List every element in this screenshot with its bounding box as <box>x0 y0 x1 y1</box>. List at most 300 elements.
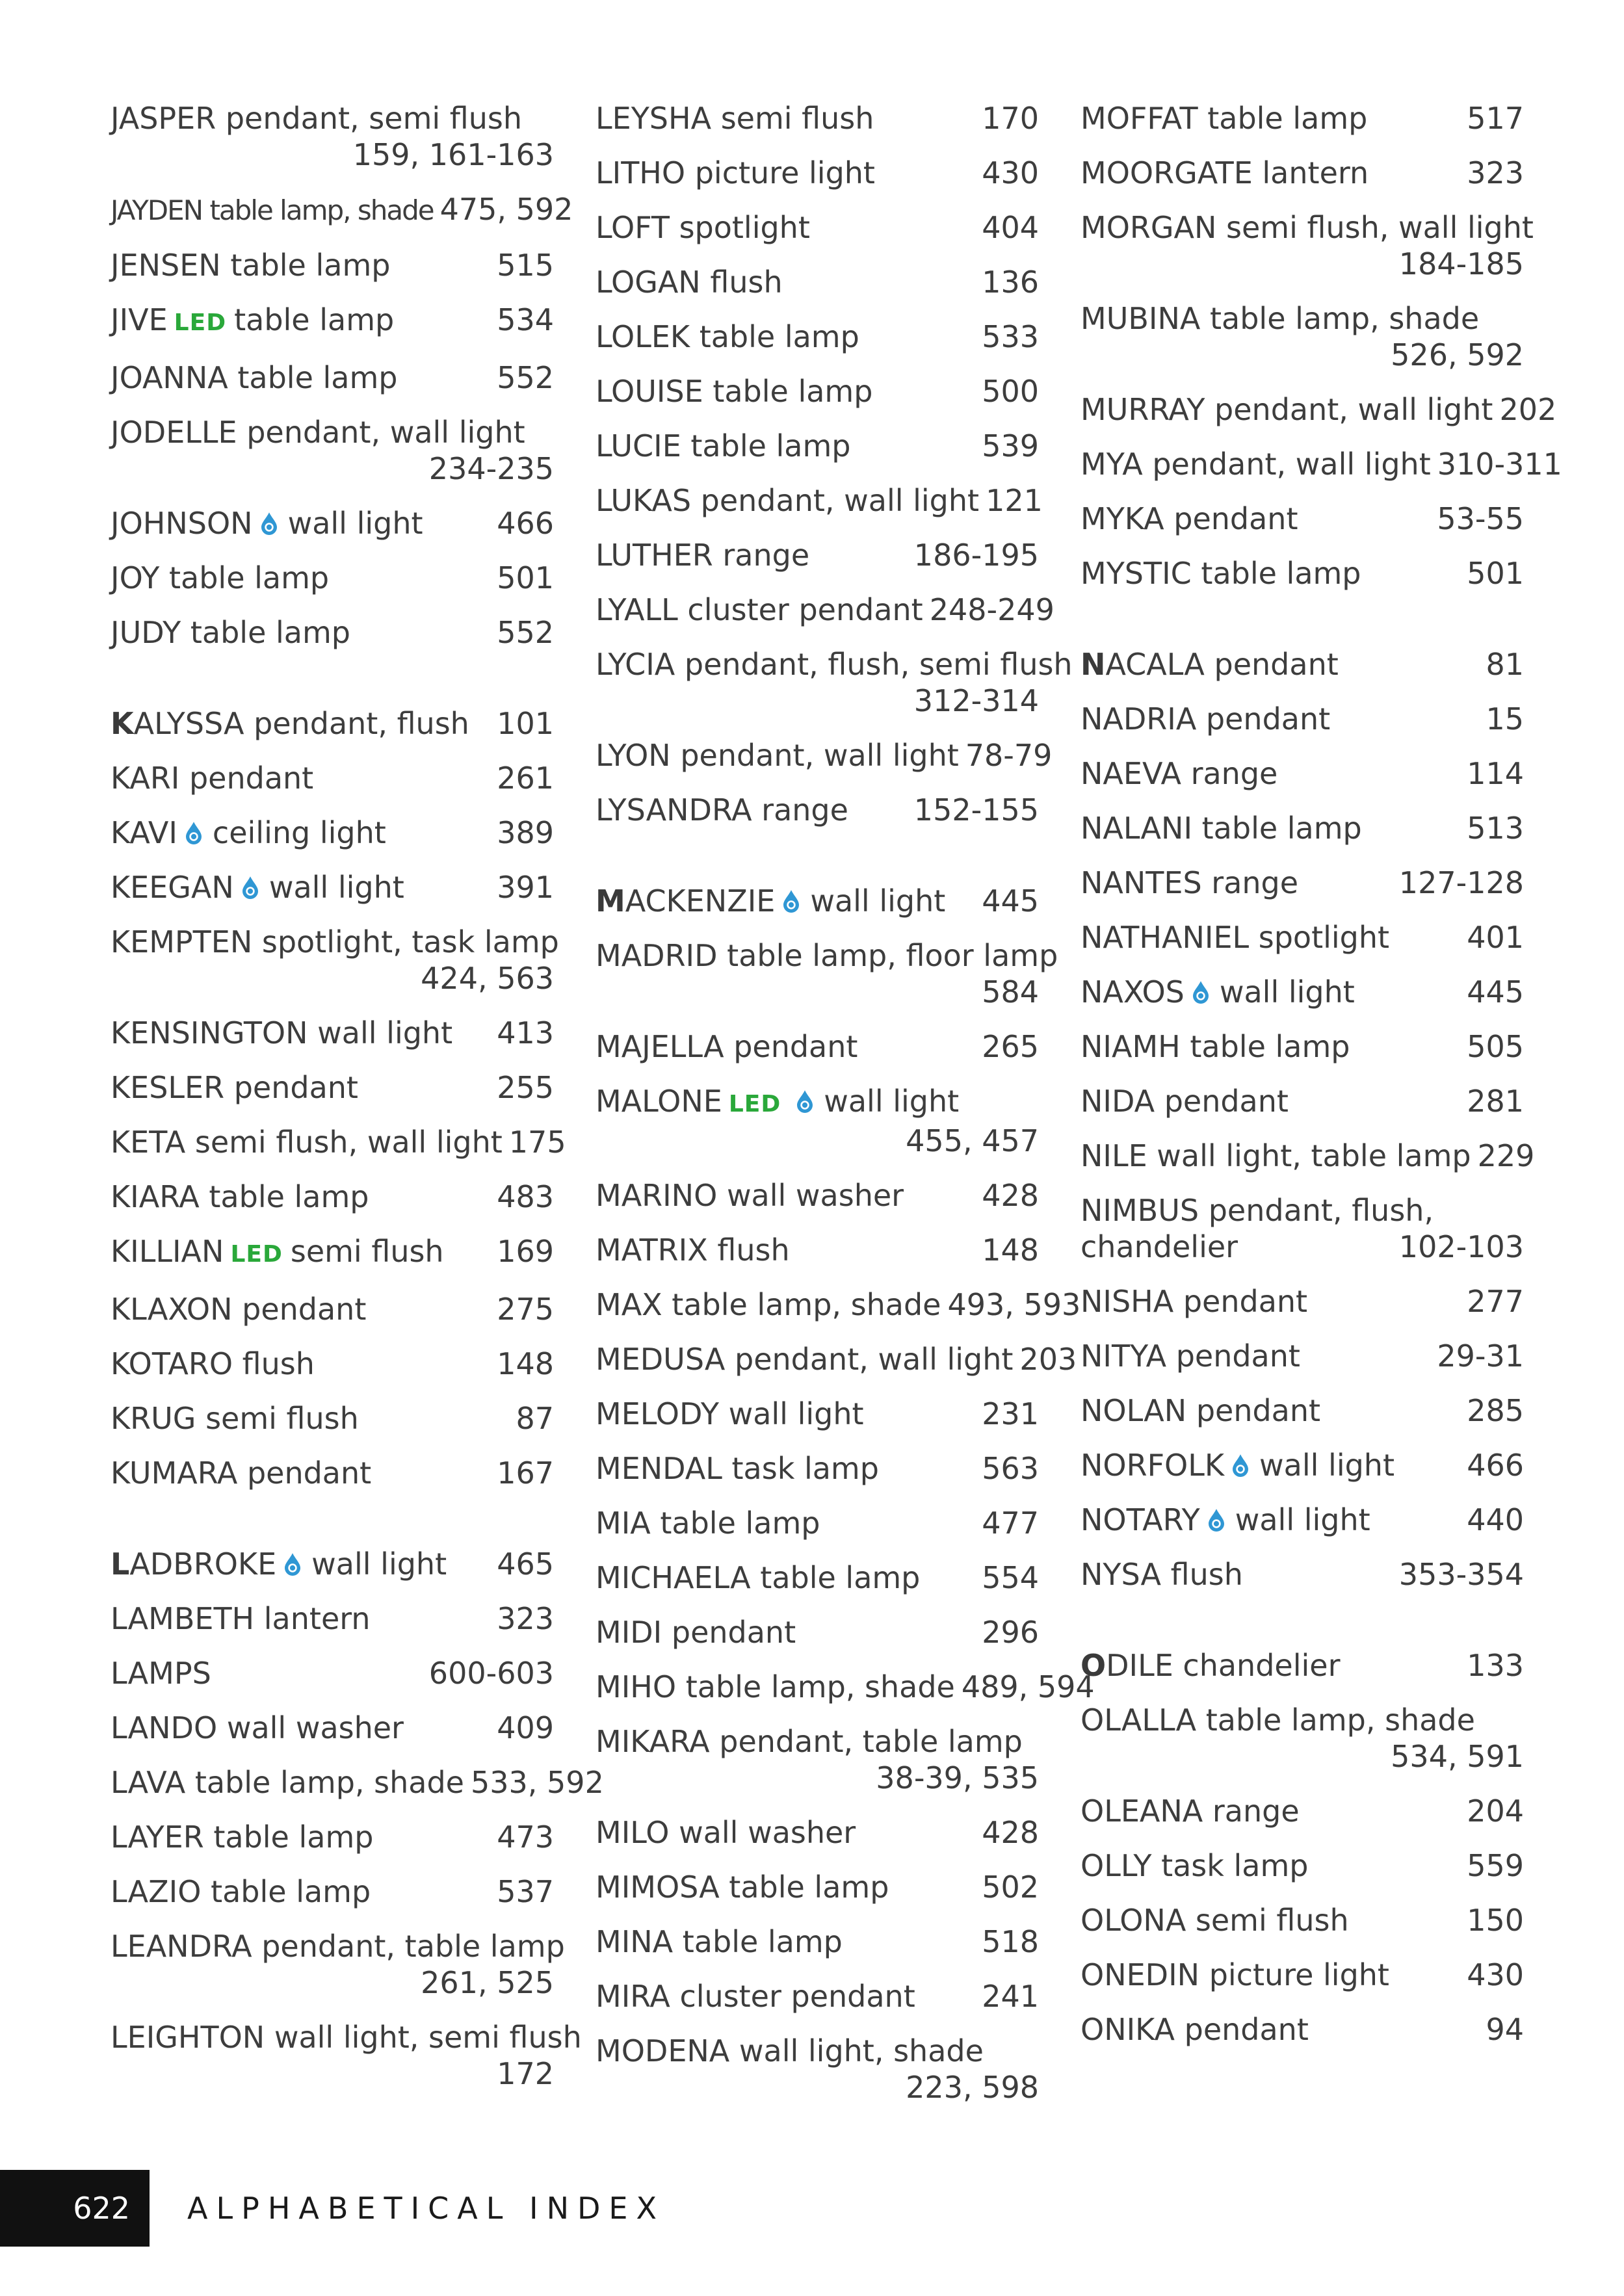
page-reference: 285 <box>1467 1393 1524 1428</box>
entry-text <box>111 1710 404 1746</box>
entry-line <box>111 1655 554 1691</box>
index-entry <box>111 1179 554 1215</box>
index-entry <box>111 100 554 173</box>
index-entry <box>596 1505 1039 1541</box>
page-reference: 424, 563 <box>421 961 554 996</box>
index-entry <box>596 1924 1039 1960</box>
page-reference: 170 <box>982 101 1039 136</box>
entry-text <box>1080 919 1389 956</box>
entry-text <box>1080 1902 1349 1938</box>
page-reference: 234-235 <box>428 451 554 486</box>
page-reference: 517 <box>1467 101 1524 136</box>
page-number: 622 <box>73 2191 130 2226</box>
page-reference: 265 <box>982 1029 1039 1064</box>
section-initial: O <box>1080 1648 1107 1683</box>
page-reference: 231 <box>982 1396 1039 1431</box>
product-description: flush <box>717 1233 790 1268</box>
product-name: MADRID <box>596 938 718 973</box>
entry-line <box>111 1928 565 1964</box>
product-name: MIDI <box>596 1615 662 1650</box>
entry-line <box>596 646 1073 683</box>
entry-line <box>596 1614 1039 1650</box>
entry-line <box>111 1710 554 1746</box>
entry-text <box>111 302 394 341</box>
index-entry <box>596 1978 1039 2015</box>
entry-line <box>111 1819 554 1855</box>
product-description: wall light <box>810 883 946 919</box>
entry-text <box>596 1559 920 1596</box>
entry-line <box>596 319 1039 355</box>
page-reference: 501 <box>1467 556 1524 591</box>
entry-line <box>596 428 1039 464</box>
index-entry <box>596 100 1039 137</box>
page-reference: 401 <box>1467 920 1524 955</box>
product-description: pendant <box>1196 1393 1321 1428</box>
page-reference: 102-103 <box>1398 1229 1524 1264</box>
product-name: LUCIE <box>596 428 681 463</box>
page-reference: 159, 161-163 <box>352 137 554 172</box>
entry-line <box>1080 1229 1524 1265</box>
entry-line <box>111 1455 554 1491</box>
index-entry <box>1080 1793 1524 1829</box>
product-description: table lamp <box>660 1506 820 1541</box>
page-reference: 477 <box>982 1506 1039 1541</box>
entry-line <box>111 1546 554 1582</box>
water-drop-icon <box>259 512 279 535</box>
index-entry <box>1080 755 1524 792</box>
product-description: pendant <box>671 1615 796 1650</box>
product-description: pendant, flush, semi flush <box>684 647 1073 682</box>
index-column-2 <box>596 100 1095 2124</box>
page-reference: 148 <box>497 1346 554 1381</box>
page-reference: 526, 592 <box>1391 337 1524 372</box>
entry-line <box>111 505 554 541</box>
product-description: pendant <box>1205 701 1331 737</box>
page-reference: 296 <box>982 1615 1039 1650</box>
product-name: ALYSSA <box>133 706 244 741</box>
index-entry <box>596 1286 1081 1323</box>
product-description: table lamp <box>213 1820 374 1855</box>
index-entry <box>1080 974 1524 1010</box>
index-entry <box>1080 646 1524 683</box>
index-entry <box>111 760 554 796</box>
product-description: table lamp <box>209 1179 369 1214</box>
page-reference: 202 <box>1499 392 1557 427</box>
product-description: pendant, wall light <box>700 483 980 518</box>
page-reference: 114 <box>1467 756 1524 791</box>
index-entry <box>111 2019 582 2092</box>
product-description: pendant, flush <box>254 706 469 741</box>
entry-line <box>111 705 554 742</box>
index-entry <box>596 737 1053 774</box>
index-entry <box>1080 391 1557 428</box>
section-initial: N <box>1080 647 1106 682</box>
entry-text <box>111 1124 503 1160</box>
entry-text <box>111 1400 359 1437</box>
product-name: MIA <box>596 1506 651 1541</box>
entry-text <box>596 373 872 410</box>
index-entry <box>596 1669 1095 1705</box>
entry-text <box>1080 1556 1243 1593</box>
index-entry <box>1080 1902 1524 1938</box>
page-reference: 310-311 <box>1437 447 1562 482</box>
page-reference: 584 <box>982 974 1039 1010</box>
index-entry <box>596 537 1039 573</box>
product-name: NALANI <box>1080 811 1193 846</box>
entry-line <box>1080 919 1524 956</box>
index-entry <box>1080 1392 1524 1429</box>
entry-text <box>1080 1338 1300 1374</box>
product-name: NANTES <box>1080 865 1202 900</box>
product-description: range <box>1190 756 1278 791</box>
entry-line <box>596 1978 1039 2015</box>
entry-line <box>596 155 1039 191</box>
entry-line <box>111 1400 554 1437</box>
entry-line <box>1080 209 1534 246</box>
entry-text <box>1080 1447 1395 1483</box>
entry-text <box>596 100 874 137</box>
product-description: wall light <box>824 1084 960 1119</box>
product-name: LANDO <box>111 1710 218 1745</box>
index-entry <box>1080 1283 1524 1320</box>
product-name: MINA <box>596 1924 674 1959</box>
page-reference: 241 <box>982 1979 1039 2014</box>
entry-line <box>596 482 1043 519</box>
entry-text <box>596 1450 879 1487</box>
water-drop-icon <box>795 1089 815 1113</box>
index-entry <box>111 1291 554 1327</box>
entry-text <box>111 100 522 137</box>
index-entry <box>1080 1957 1524 1993</box>
page-reference: 175 <box>508 1125 566 1160</box>
product-description: table lamp <box>699 319 859 354</box>
index-entry <box>1080 100 1524 137</box>
entry-line <box>111 359 554 396</box>
product-description: semi flush <box>205 1401 359 1436</box>
index-entry <box>596 482 1043 519</box>
page-reference: 473 <box>497 1820 554 1855</box>
page-reference: 87 <box>516 1401 554 1436</box>
product-description: wall washer <box>226 1710 404 1745</box>
entry-text <box>1080 1793 1300 1829</box>
water-drop-icon <box>241 876 260 899</box>
entry-line <box>111 100 554 137</box>
page-reference: 440 <box>1467 1502 1524 1537</box>
index-entry <box>111 1655 554 1691</box>
product-description: wall light, table lamp <box>1157 1138 1471 1173</box>
index-entry <box>111 705 554 742</box>
product-name: MIMOSA <box>596 1870 720 1905</box>
page-reference: 502 <box>982 1870 1039 1905</box>
page-reference: 255 <box>497 1070 554 1105</box>
page-reference: 445 <box>1467 974 1524 1010</box>
water-drop-icon <box>781 889 801 913</box>
entry-line <box>596 1924 1039 1960</box>
entry-line <box>1080 974 1524 1010</box>
entry-text <box>111 760 313 796</box>
index-entry <box>596 209 1039 246</box>
entry-line <box>111 1233 554 1273</box>
entry-text <box>596 1723 1023 1760</box>
entry-line <box>111 869 554 906</box>
index-entry <box>111 815 554 851</box>
product-description: table lamp, shade <box>194 1765 464 1800</box>
product-description: lantern <box>1262 155 1369 190</box>
index-entry <box>1080 1028 1524 1065</box>
water-drop-icon <box>184 821 203 844</box>
product-description: table lamp, shade <box>1205 1702 1475 1738</box>
index-entry <box>596 646 1073 719</box>
entry-line <box>111 924 559 960</box>
page-reference: 445 <box>982 883 1039 919</box>
product-description: flush <box>242 1346 315 1381</box>
entry-text <box>1080 2011 1309 2048</box>
entry-line <box>596 1723 1039 1760</box>
product-name: LITHO <box>596 155 686 190</box>
index-entry <box>111 1873 554 1910</box>
index-entry <box>1080 1138 1535 1174</box>
index-entry <box>111 1015 554 1051</box>
entry-line <box>596 1450 1039 1487</box>
page-reference: 505 <box>1467 1029 1524 1064</box>
product-name: MALONE <box>596 1084 722 1119</box>
entry-text <box>111 1764 464 1801</box>
product-description: pendant <box>233 1070 358 1105</box>
product-name: NIMBUS <box>1080 1193 1199 1228</box>
entry-text <box>1080 1283 1307 1320</box>
product-name: MARINO <box>596 1178 718 1213</box>
page-reference: 152-155 <box>913 792 1039 828</box>
product-description: pendant <box>1173 501 1298 536</box>
product-description: flush <box>1170 1557 1243 1592</box>
page-reference: 428 <box>982 1815 1039 1850</box>
page-reference: 353-354 <box>1398 1557 1524 1592</box>
entry-line <box>1080 501 1524 537</box>
page-reference: 552 <box>497 360 554 395</box>
page-reference: 186-195 <box>913 538 1039 573</box>
entry-line <box>111 1346 554 1382</box>
page-reference: 600-603 <box>428 1656 554 1691</box>
page-reference: 430 <box>982 155 1039 190</box>
entry-text <box>111 1179 369 1215</box>
product-name: OLALLA <box>1080 1702 1197 1738</box>
product-name: LOUISE <box>596 374 703 409</box>
entry-text <box>1080 1647 1340 1684</box>
index-entry <box>1080 209 1534 282</box>
product-name: KAVI <box>111 815 177 850</box>
product-name: NAXOS <box>1080 974 1185 1010</box>
product-name: JAYDEN <box>111 194 203 226</box>
page-reference: 455, 457 <box>906 1123 1039 1158</box>
page-reference: 204 <box>1467 1794 1524 1829</box>
product-description: range <box>761 792 848 828</box>
entry-text <box>596 482 979 519</box>
page-reference: 563 <box>982 1451 1039 1486</box>
product-name: KARI <box>111 761 180 796</box>
page-reference: 312-314 <box>913 683 1039 718</box>
product-name: LYON <box>596 738 671 773</box>
product-description: table lamp <box>211 1874 371 1909</box>
product-name: MEDUSA <box>596 1342 726 1377</box>
entry-text <box>596 737 959 774</box>
led-badge: LED <box>728 1091 781 1117</box>
index-entry <box>596 319 1039 355</box>
index-entry <box>1080 555 1524 592</box>
entry-line <box>596 1177 1039 1214</box>
index-entry <box>596 155 1039 191</box>
entry-line <box>1080 391 1557 428</box>
product-description: picture light <box>1209 1957 1389 1992</box>
product-description: semi flush <box>1195 1903 1349 1938</box>
entry-line <box>596 1669 1095 1705</box>
product-description: table lamp <box>760 1560 921 1595</box>
index-entry <box>111 1764 604 1801</box>
product-name: KIARA <box>111 1179 200 1214</box>
product-name: NOLAN <box>1080 1393 1187 1428</box>
page-reference: 552 <box>497 615 554 650</box>
page-reference: 281 <box>1467 1084 1524 1119</box>
page-reference: 323 <box>1467 155 1524 190</box>
index-entry <box>596 1869 1039 1905</box>
product-description: pendant, table lamp <box>261 1929 565 1964</box>
entry-text <box>1080 555 1361 592</box>
page-reference: 409 <box>497 1710 554 1745</box>
product-description: wall washer <box>679 1815 856 1850</box>
index-entry <box>596 1341 1077 1377</box>
index-entry <box>1080 865 1524 901</box>
entry-line <box>111 760 554 796</box>
entry-text <box>1080 1847 1309 1884</box>
entry-line <box>1080 300 1524 337</box>
entry-text <box>1080 391 1493 428</box>
entry-line <box>1080 865 1524 901</box>
entry-text <box>596 937 1058 974</box>
entry-line <box>111 1600 554 1637</box>
entry-line <box>1080 1793 1524 1829</box>
entry-line <box>596 373 1039 410</box>
entry-text <box>596 1083 959 1123</box>
index-entry <box>1080 810 1524 846</box>
product-name: MURRAY <box>1080 392 1205 427</box>
entry-text <box>596 592 923 628</box>
led-badge: LED <box>174 309 227 336</box>
product-description: spotlight <box>679 210 810 245</box>
product-name: MYKA <box>1080 501 1164 536</box>
product-name: LAVA <box>111 1765 186 1800</box>
index-entry <box>111 414 554 487</box>
product-name: NISHA <box>1080 1284 1174 1319</box>
entry-text <box>111 1233 444 1273</box>
product-description: wall washer <box>726 1178 904 1213</box>
page-reference: 501 <box>497 560 554 595</box>
product-name: JOANNA <box>111 360 228 395</box>
index-entry <box>1080 300 1524 373</box>
page-reference: 483 <box>497 1179 554 1214</box>
page-reference: 389 <box>497 815 554 850</box>
index-entry <box>111 1455 554 1491</box>
index-entry <box>596 1232 1039 1268</box>
entry-text <box>111 1291 366 1327</box>
entry-text <box>1080 501 1298 537</box>
product-name: LUTHER <box>596 538 713 573</box>
product-description: table lamp, shade <box>685 1669 955 1704</box>
index-entry <box>1080 1338 1524 1374</box>
page-reference: 430 <box>1467 1957 1524 1992</box>
index-entry <box>111 247 554 283</box>
entry-line <box>1080 100 1524 137</box>
page-reference: 223, 598 <box>906 2070 1039 2105</box>
entry-text <box>111 1873 371 1910</box>
entry-text <box>596 1614 796 1650</box>
entry-text <box>596 1028 858 1065</box>
index-entry <box>111 1400 554 1437</box>
index-entry <box>596 937 1058 1010</box>
index-entry <box>111 1819 554 1855</box>
entry-text <box>111 1928 565 1964</box>
page-reference: 101 <box>497 706 554 741</box>
product-name: OLEANA <box>1080 1794 1203 1829</box>
product-name: NIAMH <box>1080 1029 1181 1064</box>
product-name: MYA <box>1080 447 1143 482</box>
entry-text <box>596 1177 904 1214</box>
product-name: LYSANDRA <box>596 792 752 828</box>
index-entry <box>1080 1556 1524 1593</box>
page-reference: 172 <box>497 2056 554 2091</box>
product-name: KENSINGTON <box>111 1015 308 1050</box>
entry-text <box>1080 1702 1475 1738</box>
product-name: ACALA <box>1105 647 1205 682</box>
page-reference: 261 <box>497 761 554 796</box>
entry-line <box>1080 1283 1524 1320</box>
entry-text <box>1080 974 1355 1010</box>
product-name: KUMARA <box>111 1455 238 1491</box>
entry-line <box>596 1341 1077 1377</box>
product-name: JASPER <box>111 101 216 136</box>
product-description: range <box>1212 1794 1300 1829</box>
product-name: MIRA <box>596 1979 670 2014</box>
product-description: pendant, wall light <box>246 415 525 450</box>
entry-text <box>596 209 810 246</box>
entry-line <box>596 883 1039 919</box>
index-entry <box>596 592 1054 628</box>
entry-text <box>111 505 423 541</box>
entry-line <box>1080 1957 1524 1993</box>
product-name: ACKENZIE <box>625 883 776 919</box>
product-description: table lamp <box>1207 101 1368 136</box>
section-initial: K <box>111 706 134 741</box>
page-reference: 428 <box>982 1178 1039 1213</box>
page-reference: 391 <box>497 870 554 905</box>
index-entry <box>596 1450 1039 1487</box>
product-name: KLAXON <box>111 1292 233 1327</box>
entry-text <box>111 2019 582 2055</box>
entry-text <box>1080 1957 1389 1993</box>
product-description: range <box>1211 865 1299 900</box>
entry-text <box>596 155 875 191</box>
page-reference: 150 <box>1467 1903 1524 1938</box>
entry-text <box>111 869 404 906</box>
entry-text <box>596 1341 1013 1377</box>
product-description: pendant <box>733 1029 858 1064</box>
entry-line <box>596 537 1039 573</box>
entry-text <box>1080 1028 1350 1065</box>
entry-line <box>596 1814 1039 1851</box>
index-entry <box>596 1028 1039 1065</box>
product-name: KEEGAN <box>111 870 234 905</box>
water-drop-icon <box>1207 1508 1226 1532</box>
product-name: MUBINA <box>1080 301 1201 336</box>
product-description: pendant <box>1183 1284 1308 1319</box>
